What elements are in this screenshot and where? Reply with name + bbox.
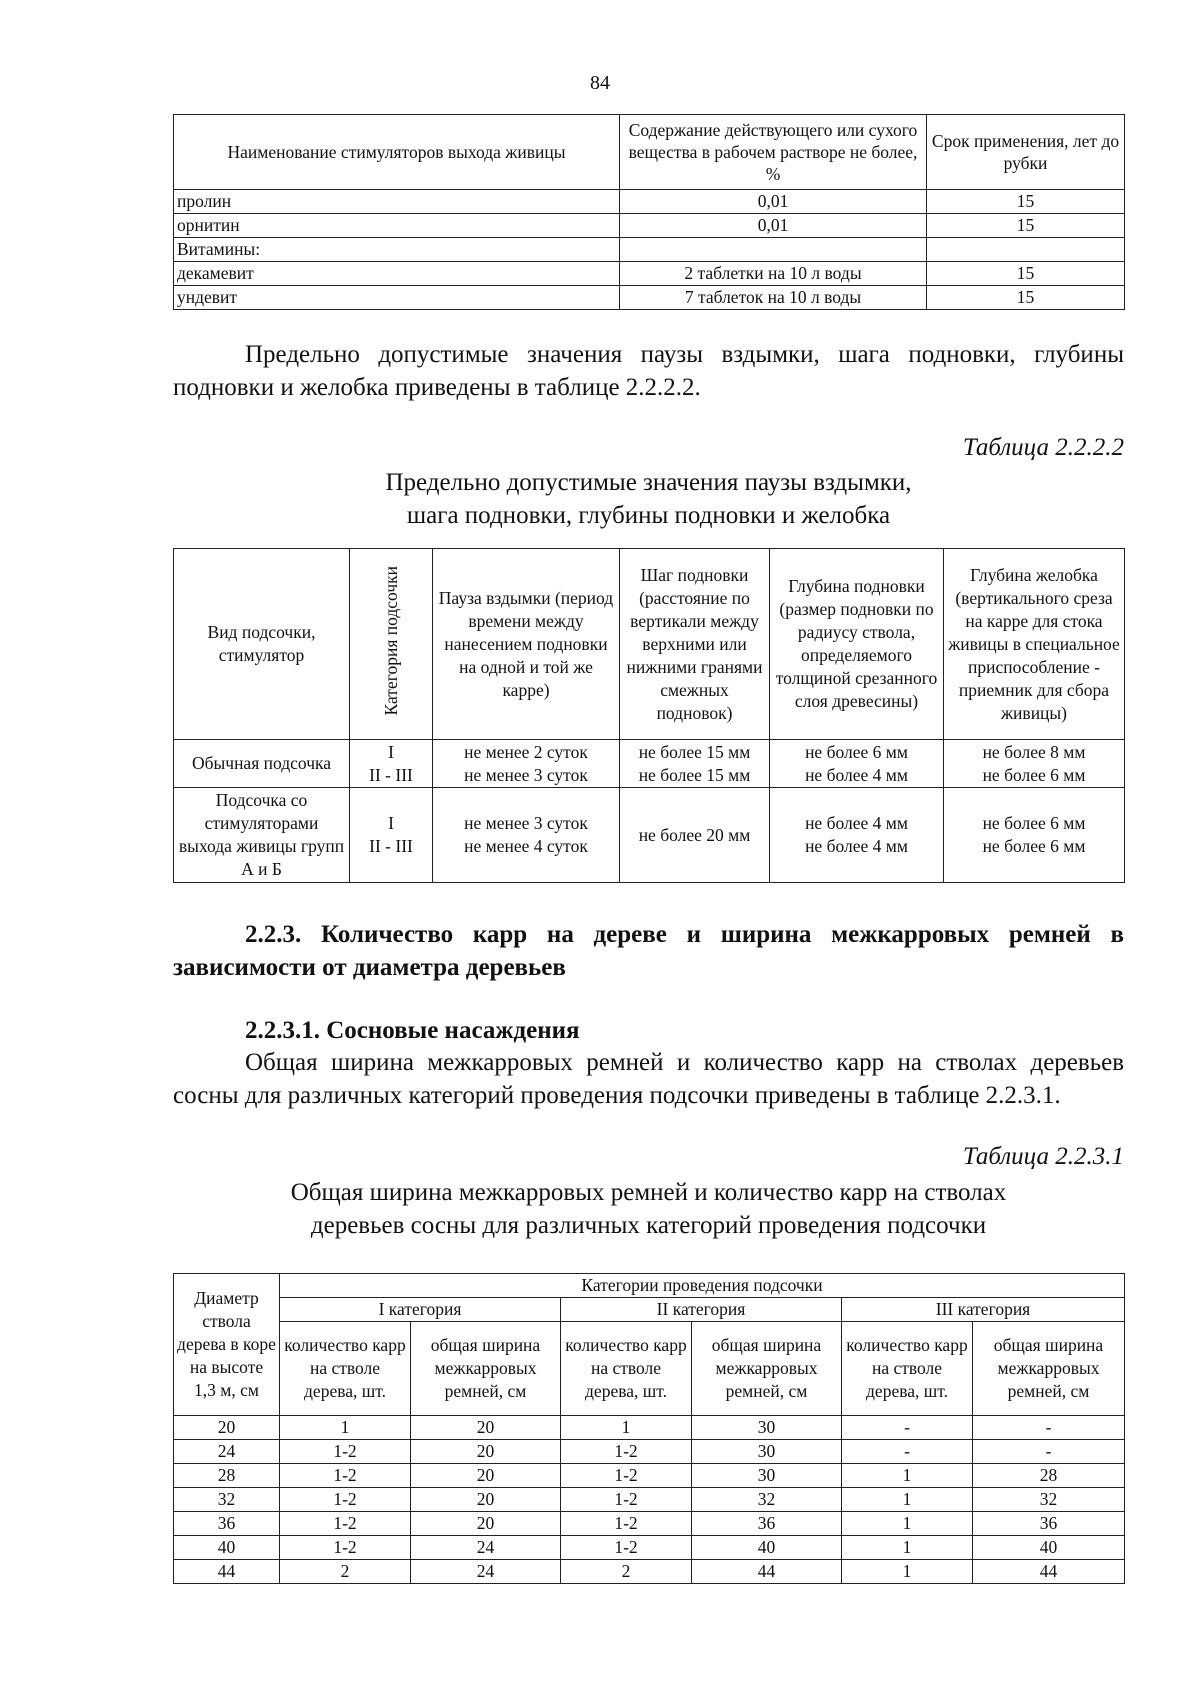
table-cell: 15 [927, 286, 1125, 310]
table-header-cell: общая ширина межкарровых ремней, см [692, 1322, 842, 1416]
table-cell: 1-2 [561, 1440, 692, 1464]
table-header-cell: Содержание действующего или сухого вещества в рабочем растворе не более, % [620, 115, 927, 190]
table-cell: 20 [411, 1488, 561, 1512]
table-cell: 1-2 [561, 1536, 692, 1560]
table-cell: 1-2 [561, 1464, 692, 1488]
table-cell: 36 [692, 1512, 842, 1536]
table-cell: 20 [174, 1416, 280, 1440]
table-cell: 20 [411, 1464, 561, 1488]
table-header-cell: количество карр на стволе дерева, шт. [842, 1322, 973, 1416]
table-cell: не более 15 мм не более 15 мм [620, 740, 770, 788]
table-cell: 44 [973, 1560, 1125, 1584]
table-cell: 20 [411, 1512, 561, 1536]
resin-tapping-limits-table [173, 548, 1125, 883]
table-cell: 44 [174, 1560, 280, 1584]
table-cell: 40 [692, 1536, 842, 1560]
table-cell: Витамины: [174, 238, 620, 262]
table-cell: не более 4 мм не более 4 мм [770, 788, 944, 883]
table-header-cell: Глубина желобка (вертикального среза на карре для стока живицы в специальное приспособление - приемник для сбора живицы) [944, 549, 1125, 740]
table-cell: 20 [411, 1416, 561, 1440]
table-header-cell: II категория [561, 1298, 842, 1322]
table-header-cell: количество карр на стволе дерева, шт. [280, 1322, 411, 1416]
table-row [174, 262, 1125, 286]
page-number: 84 [590, 72, 610, 94]
table-cell: орнитин [174, 214, 620, 238]
table-header-cell: Диаметр ствола дерева в коре на высоте 1,3 м, см [174, 1274, 280, 1416]
table-cell: не более 6 мм не более 4 мм [770, 740, 944, 788]
table-cell: 7 таблеток на 10 л воды [620, 286, 927, 310]
table-cell: I II - III [350, 788, 433, 883]
table-header-row [174, 115, 1125, 190]
table-cell: 1 [842, 1512, 973, 1536]
table-cell: Подсочка со стимуляторами выхода живицы групп А и Б [174, 788, 350, 883]
vertical-header-text: Категория подсочки [380, 566, 401, 716]
table-row [174, 214, 1125, 238]
table-row [174, 1488, 1125, 1512]
table-body [174, 1416, 1125, 1584]
table-cell: не более 8 мм не более 6 мм [944, 740, 1125, 788]
table-cell: 32 [174, 1488, 280, 1512]
table-title-line: Предельно допустимые значения паузы вздымки, [385, 469, 912, 496]
table-cell: 1-2 [561, 1512, 692, 1536]
table-cell: 24 [411, 1560, 561, 1584]
table-cell: 0,01 [620, 214, 927, 238]
table-header-cell: Срок применения, лет до рубки [927, 115, 1125, 190]
table-cell: 1-2 [280, 1464, 411, 1488]
table-row [174, 286, 1125, 310]
table-header-cell: общая ширина межкарровых ремней, см [973, 1322, 1125, 1416]
table-title-line: Общая ширина межкарровых ремней и количество карр на стволах [290, 1179, 1007, 1206]
table-cell: - [973, 1440, 1125, 1464]
table-cell: 28 [174, 1464, 280, 1488]
table-cell: не менее 2 суток не менее 3 суток [433, 740, 620, 788]
table-cell: 1 [561, 1416, 692, 1440]
stimulators-table [173, 114, 1125, 310]
table-header-row [174, 549, 1125, 740]
table-cell: 15 [927, 262, 1125, 286]
table-cell: 1 [842, 1536, 973, 1560]
table-cell: 2 [280, 1560, 411, 1584]
table-cell: Обычная подсочка [174, 740, 350, 788]
table-cell: 1-2 [280, 1536, 411, 1560]
subsection-heading: 2.2.3.1. Сосновые насаждения [245, 1017, 580, 1044]
table-header-row [174, 1274, 1125, 1298]
table-cell: 1-2 [280, 1440, 411, 1464]
section-heading: 2.2.3. Количество карр на дереве и ширина межкарровых ремней в зависимости от диаметра деревьев [173, 921, 1124, 981]
table-header-row [174, 1298, 1125, 1322]
table-row [174, 1464, 1125, 1488]
table-cell: 15 [927, 190, 1125, 214]
table-row [174, 190, 1125, 214]
table-row [174, 1416, 1125, 1440]
table-number-caption: Таблица 2.2.2.2 [962, 434, 1124, 461]
table-header-cell: количество карр на стволе дерева, шт. [561, 1322, 692, 1416]
table-title-line: шага подновки, глубины подновки и желобка [406, 502, 891, 529]
table-row [174, 788, 1125, 883]
table-cell: 28 [973, 1464, 1125, 1488]
table-cell: - [842, 1440, 973, 1464]
table-cell: 24 [411, 1536, 561, 1560]
table-header-cell: Вид подсочки, стимулятор [174, 549, 350, 740]
table-header-cell: общая ширина межкарровых ремней, см [411, 1322, 561, 1416]
paragraph: Общая ширина межкарровых ремней и количество карр на стволах деревьев сосны для различных категорий проведения подсочки приведены в таблице 2.2.3.1. [173, 1049, 1124, 1109]
table-cell: - [973, 1416, 1125, 1440]
paragraph: Предельно допустимые значения паузы вздымки, шага подновки, глубины подновки и желобка приведены в таблице 2.2.2.2. [173, 341, 1124, 401]
table-row [174, 1536, 1125, 1560]
table-cell: 30 [692, 1464, 842, 1488]
table-header-cell: Шаг подновки (расстояние по вертикали между верхними или нижними гранями смежных подновок) [620, 549, 770, 740]
table-header-cell: Категории проведения подсочки [280, 1274, 1125, 1298]
table-cell: 40 [973, 1536, 1125, 1560]
table-cell: декамевит [174, 262, 620, 286]
table-header-cell: III категория [842, 1298, 1125, 1322]
table-cell: 1 [842, 1464, 973, 1488]
table-cell: 1-2 [280, 1488, 411, 1512]
table-cell: 20 [411, 1440, 561, 1464]
table-cell: 1 [280, 1416, 411, 1440]
table-cell: 36 [973, 1512, 1125, 1536]
table-cell: 1-2 [561, 1488, 692, 1512]
table-cell: 30 [692, 1440, 842, 1464]
table-cell: не более 6 мм не более 6 мм [944, 788, 1125, 883]
table-header-cell: Наименование стимуляторов выхода живицы [174, 115, 620, 190]
table-cell: 44 [692, 1560, 842, 1584]
table-cell: 1 [842, 1488, 973, 1512]
table-row [174, 740, 1125, 788]
table-cell [927, 238, 1125, 262]
table-header-cell: Глубина подновки (размер подновки по радиусу ствола, определяемого толщиной срезанного слоя древесины) [770, 549, 944, 740]
table-cell: 2 [561, 1560, 692, 1584]
table-cell: 30 [692, 1416, 842, 1440]
table-cell: 1-2 [280, 1512, 411, 1536]
table-number-caption: Таблица 2.2.3.1 [962, 1143, 1124, 1170]
table-cell: 32 [692, 1488, 842, 1512]
table-row [174, 238, 1125, 262]
table-cell: - [842, 1416, 973, 1440]
table-cell: пролин [174, 190, 620, 214]
table-row [174, 1440, 1125, 1464]
table-cell: 36 [174, 1512, 280, 1536]
table-cell: не менее 3 суток не менее 4 суток [433, 788, 620, 883]
carr-count-table [173, 1273, 1125, 1584]
table-cell: I II - III [350, 740, 433, 788]
table-header-row [174, 1322, 1125, 1416]
table-header-cell: Пауза вздымки (период времени между нанесением подновки на одной и той же карре) [433, 549, 620, 740]
table-row [174, 1560, 1125, 1584]
table-cell: 2 таблетки на 10 л воды [620, 262, 927, 286]
table-cell: 32 [973, 1488, 1125, 1512]
table-cell: не более 20 мм [620, 788, 770, 883]
table-cell: ундевит [174, 286, 620, 310]
table-cell: 24 [174, 1440, 280, 1464]
table-cell [620, 238, 927, 262]
table-header-cell [350, 549, 433, 740]
table-cell: 1 [842, 1560, 973, 1584]
table-header-cell: I категория [280, 1298, 561, 1322]
table-cell: 15 [927, 214, 1125, 238]
table-row [174, 1512, 1125, 1536]
table-cell: 40 [174, 1536, 280, 1560]
table-title-line: деревьев сосны для различных категорий проведения подсочки [310, 1212, 987, 1239]
table-cell: 0,01 [620, 190, 927, 214]
